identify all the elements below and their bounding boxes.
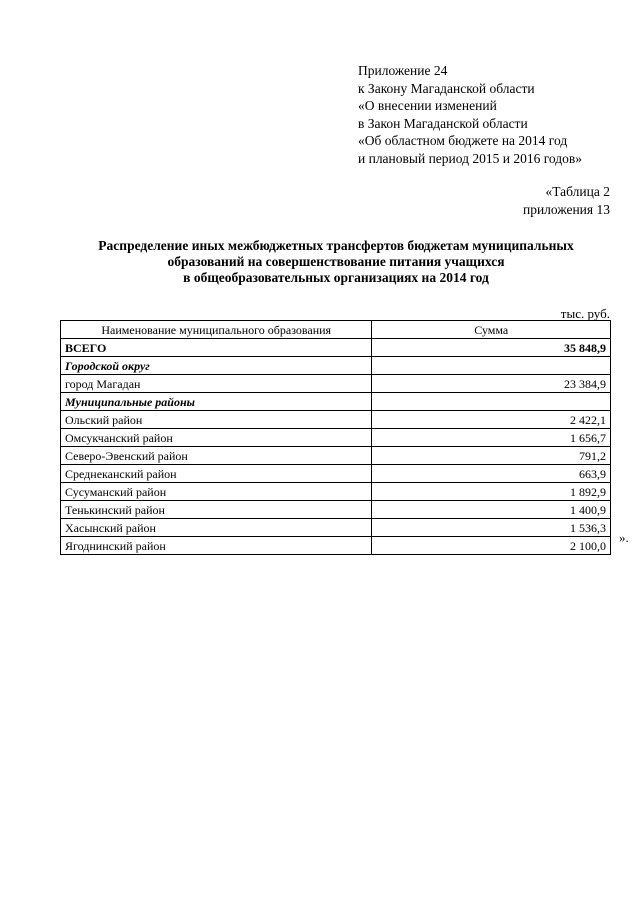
municipality-name: Ольский район bbox=[61, 411, 372, 429]
section-label: Муниципальные районы bbox=[61, 393, 372, 411]
document-title bbox=[50, 238, 622, 286]
total-value: 35 848,9 bbox=[372, 339, 611, 357]
title-line3: в общеобразовательных организациях на 2014 год bbox=[183, 270, 489, 285]
title-line1: Распределение иных межбюджетных трансфертов бюджетам муниципальных bbox=[98, 238, 574, 253]
header-line: к Закону Магаданской области bbox=[358, 80, 535, 96]
amount: 2 100,0 bbox=[372, 537, 611, 555]
table-reference-line1: «Таблица 2 bbox=[545, 184, 610, 199]
appendix-header bbox=[358, 62, 582, 168]
section-label: Городской округ bbox=[61, 357, 372, 375]
title-line2: образований на совершенствование питания учащихся bbox=[167, 254, 505, 269]
section-row bbox=[61, 393, 611, 411]
amount: 2 422,1 bbox=[372, 411, 611, 429]
table-reference-line2: приложения 13 bbox=[522, 201, 610, 217]
empty-cell bbox=[372, 393, 611, 411]
header-line: и плановый период 2015 и 2016 годов» bbox=[358, 150, 583, 166]
table-row bbox=[61, 537, 611, 555]
table-row bbox=[61, 465, 611, 483]
header-line: в Закон Магаданской области bbox=[358, 115, 528, 131]
header-line: «О внесении изменений bbox=[358, 98, 497, 114]
municipality-name: город Магадан bbox=[61, 375, 372, 393]
header-line: «Об областном бюджете на 2014 год bbox=[358, 133, 568, 149]
municipality-name: Ягоднинский район bbox=[61, 537, 372, 555]
amount: 1 400,9 bbox=[372, 501, 611, 519]
column-header-sum: Сумма bbox=[372, 321, 611, 339]
table-reference bbox=[523, 183, 610, 218]
units-label: тыс. руб. bbox=[560, 306, 610, 321]
municipality-name: Тенькинский район bbox=[61, 501, 372, 519]
section-row bbox=[61, 357, 611, 375]
amount: 663,9 bbox=[372, 465, 611, 483]
municipality-name: Среднеканский район bbox=[61, 465, 372, 483]
table-header-row bbox=[61, 321, 611, 339]
distribution-table bbox=[60, 320, 611, 555]
closing-quote: ». bbox=[619, 530, 629, 545]
header-line: Приложение 24 bbox=[358, 63, 448, 78]
amount: 1 892,9 bbox=[372, 483, 611, 501]
total-row bbox=[61, 339, 611, 357]
amount: 23 384,9 bbox=[372, 375, 611, 393]
amount: 791,2 bbox=[372, 447, 611, 465]
table-row bbox=[61, 501, 611, 519]
municipality-name: Северо-Эвенский район bbox=[61, 447, 372, 465]
table-row bbox=[61, 447, 611, 465]
table-row bbox=[61, 411, 611, 429]
municipality-name: Сусуманский район bbox=[61, 483, 372, 501]
table-row bbox=[61, 375, 611, 393]
municipality-name: Хасынский район bbox=[61, 519, 372, 537]
total-label: ВСЕГО bbox=[61, 339, 372, 357]
table-row bbox=[61, 429, 611, 447]
table-row bbox=[61, 483, 611, 501]
column-header-name: Наименование муниципального образования bbox=[61, 321, 372, 339]
table-row bbox=[61, 519, 611, 537]
amount: 1 536,3 bbox=[372, 519, 611, 537]
empty-cell bbox=[372, 357, 611, 375]
municipality-name: Омсукчанский район bbox=[61, 429, 372, 447]
amount: 1 656,7 bbox=[372, 429, 611, 447]
